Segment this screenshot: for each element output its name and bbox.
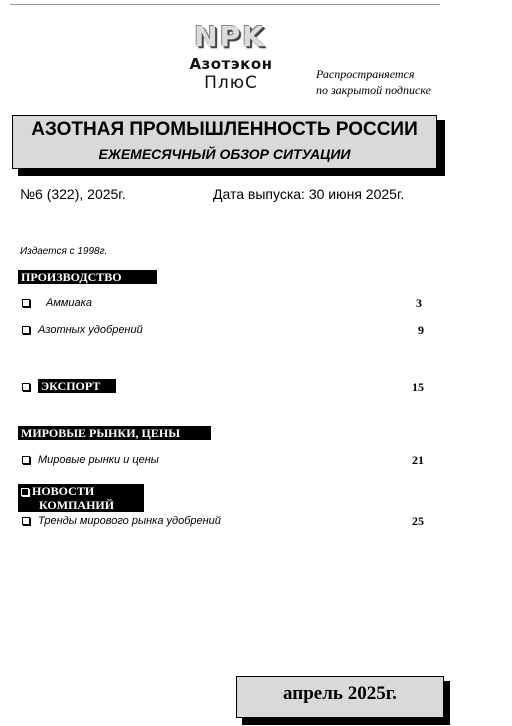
published-since: Издается с 1998г.	[20, 246, 108, 257]
section-company-news	[18, 484, 144, 512]
section-production: ПРОИЗВОДСТВО	[18, 270, 157, 284]
distribution-note	[316, 66, 466, 98]
logo-plus: ПлюС	[204, 73, 258, 93]
distribution-line-2: по закрытой подписке	[316, 83, 431, 97]
toc-item-fertilizer-trends[interactable]: Тренды мирового рынка удобрений	[38, 515, 221, 527]
toc-page-world-markets: 21	[412, 453, 424, 467]
toc-page-nitrogen-fertilizers: 9	[418, 323, 424, 337]
section-company-news-line-1: НОВОСТИ	[32, 484, 95, 498]
checkbox-icon	[22, 517, 30, 525]
checkbox-icon	[22, 383, 30, 391]
toc-page-fertilizer-trends: 25	[412, 514, 424, 528]
logo-name: Азотэкон	[189, 55, 273, 73]
checkbox-icon	[22, 456, 30, 464]
section-world-markets: МИРОВЫЕ РЫНКИ, ЦЕНЫ	[18, 426, 211, 440]
checkbox-icon	[22, 299, 30, 307]
logo-npk: NPK	[194, 20, 266, 53]
checkbox-icon	[21, 488, 29, 496]
document-title: АЗОТНАЯ ПРОМЫШЛЕННОСТЬ РОССИИ	[31, 119, 418, 140]
top-rule	[10, 4, 440, 5]
section-company-news-line-2: КОМПАНИЙ	[39, 498, 115, 512]
footer-month: апрель 2025г.	[283, 683, 397, 704]
distribution-line-1: Распространяется	[316, 67, 415, 81]
section-export[interactable]: ЭКСПОРТ	[38, 379, 116, 393]
toc-item-nitrogen-fertilizers[interactable]: Азотных удобрений	[38, 324, 143, 336]
document-subtitle: ЕЖЕМЕСЯЧНЫЙ ОБЗОР СИТУАЦИИ	[98, 146, 351, 162]
toc-item-world-markets[interactable]: Мировые рынки и цены	[38, 454, 159, 466]
toc-item-ammonia[interactable]: Аммиака	[46, 297, 92, 309]
toc-page-ammonia: 3	[416, 296, 422, 310]
toc-page-export: 15	[412, 380, 424, 394]
release-date: Дата выпуска: 30 июня 2025г.	[213, 186, 405, 202]
checkbox-icon	[22, 326, 30, 334]
issue-number: №6 (322), 2025г.	[20, 186, 126, 202]
